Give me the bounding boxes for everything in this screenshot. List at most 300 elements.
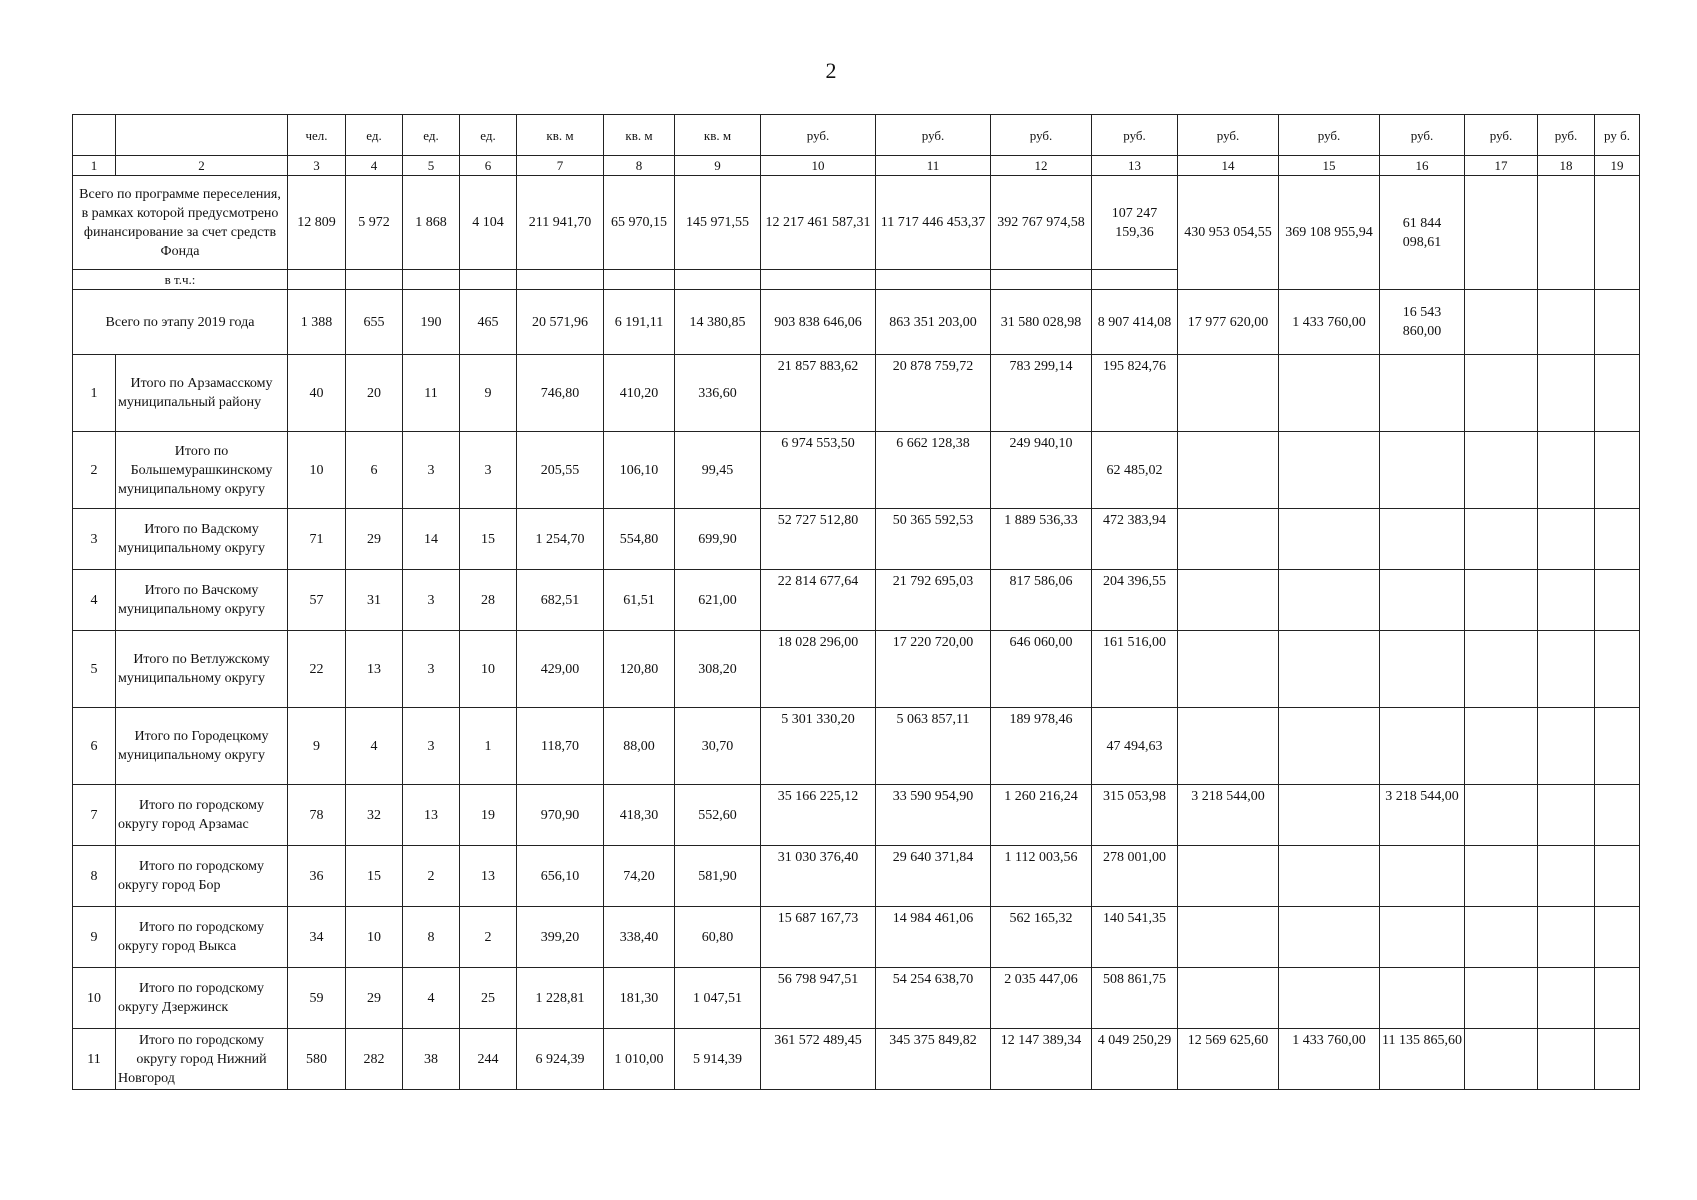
row-c11: 14 984 461,06 bbox=[876, 907, 991, 968]
unit-cell: ед. bbox=[403, 115, 460, 156]
row-c10: 15 687 167,73 bbox=[761, 907, 876, 968]
table-row bbox=[73, 1029, 1640, 1090]
empty-cell bbox=[1595, 176, 1640, 290]
empty-cell bbox=[1538, 631, 1595, 708]
row-c16 bbox=[1380, 631, 1465, 708]
row-c12: 1 889 536,33 bbox=[991, 509, 1092, 570]
table-row bbox=[73, 907, 1640, 968]
empty-cell bbox=[1465, 355, 1538, 432]
row-c12: 2 035 447,06 bbox=[991, 968, 1092, 1029]
row-c10: 5 301 330,20 bbox=[761, 708, 876, 785]
empty-cell bbox=[1538, 708, 1595, 785]
empty-cell bbox=[1465, 631, 1538, 708]
empty-cell bbox=[1465, 785, 1538, 846]
empty-cell bbox=[460, 270, 517, 290]
program-total-c12: 392 767 974,58 bbox=[991, 176, 1092, 270]
row-c14 bbox=[1178, 968, 1279, 1029]
row-c13: 315 053,98 bbox=[1092, 785, 1178, 846]
column-number-cell: 7 bbox=[517, 156, 604, 176]
row-label: Итого по городскому округу город Бор bbox=[116, 846, 288, 907]
row-c8: 106,10 bbox=[604, 432, 675, 509]
row-c9: 30,70 bbox=[675, 708, 761, 785]
row-c3: 10 bbox=[288, 432, 346, 509]
row-label: Итого по Вачскому муниципальному округу bbox=[116, 570, 288, 631]
row-c16 bbox=[1380, 355, 1465, 432]
row-c15 bbox=[1279, 968, 1380, 1029]
row-number: 4 bbox=[73, 570, 116, 631]
stage-total-c3: 1 388 bbox=[288, 290, 346, 355]
row-c8: 554,80 bbox=[604, 509, 675, 570]
empty-cell bbox=[991, 270, 1092, 290]
empty-cell bbox=[1465, 1029, 1538, 1090]
program-total-c14: 430 953 054,55 bbox=[1178, 176, 1279, 290]
program-total-c11: 11 717 446 453,37 bbox=[876, 176, 991, 270]
row-number: 6 bbox=[73, 708, 116, 785]
column-number-cell: 1 bbox=[73, 156, 116, 176]
row-c9: 99,45 bbox=[675, 432, 761, 509]
empty-cell bbox=[288, 270, 346, 290]
stage-total-c10: 903 838 646,06 bbox=[761, 290, 876, 355]
stage-total-c4: 655 bbox=[346, 290, 403, 355]
data-table bbox=[72, 114, 1640, 1090]
row-c13: 204 396,55 bbox=[1092, 570, 1178, 631]
row-c14 bbox=[1178, 355, 1279, 432]
empty-cell bbox=[1538, 355, 1595, 432]
column-number-cell: 14 bbox=[1178, 156, 1279, 176]
empty-cell bbox=[1538, 290, 1595, 355]
row-number: 1 bbox=[73, 355, 116, 432]
row-number: 3 bbox=[73, 509, 116, 570]
row-c7: 205,55 bbox=[517, 432, 604, 509]
row-c13: 195 824,76 bbox=[1092, 355, 1178, 432]
row-number: 9 bbox=[73, 907, 116, 968]
units-row bbox=[73, 115, 1640, 156]
row-c4: 20 bbox=[346, 355, 403, 432]
unit-cell: чел. bbox=[288, 115, 346, 156]
row-c3: 59 bbox=[288, 968, 346, 1029]
row-c16 bbox=[1380, 907, 1465, 968]
unit-cell: кв. м bbox=[675, 115, 761, 156]
empty-cell bbox=[1595, 968, 1640, 1029]
program-total-c16: 61 844 098,61 bbox=[1380, 176, 1465, 290]
row-c3: 40 bbox=[288, 355, 346, 432]
row-label: Итого по Ветлужскому муниципальному округу bbox=[116, 631, 288, 708]
row-c6: 9 bbox=[460, 355, 517, 432]
unit-cell: руб. bbox=[1178, 115, 1279, 156]
program-total-c15: 369 108 955,94 bbox=[1279, 176, 1380, 290]
row-c7: 429,00 bbox=[517, 631, 604, 708]
column-number-cell: 8 bbox=[604, 156, 675, 176]
column-numbers-row bbox=[73, 156, 1640, 176]
row-c3: 34 bbox=[288, 907, 346, 968]
column-number-cell: 5 bbox=[403, 156, 460, 176]
row-c16 bbox=[1380, 509, 1465, 570]
stage-total-c7: 20 571,96 bbox=[517, 290, 604, 355]
row-c13: 62 485,02 bbox=[1092, 432, 1178, 509]
row-c3: 580 bbox=[288, 1029, 346, 1090]
row-c7: 6 924,39 bbox=[517, 1029, 604, 1090]
row-c3: 22 bbox=[288, 631, 346, 708]
row-c8: 181,30 bbox=[604, 968, 675, 1029]
row-c10: 52 727 512,80 bbox=[761, 509, 876, 570]
row-c13: 278 001,00 bbox=[1092, 846, 1178, 907]
unit-cell: руб. bbox=[1279, 115, 1380, 156]
stage-total-c14: 17 977 620,00 bbox=[1178, 290, 1279, 355]
row-number: 10 bbox=[73, 968, 116, 1029]
row-c10: 21 857 883,62 bbox=[761, 355, 876, 432]
program-total-c13: 107 247 159,36 bbox=[1092, 176, 1178, 270]
column-number-cell: 19 bbox=[1595, 156, 1640, 176]
empty-cell bbox=[1092, 270, 1178, 290]
row-c10: 31 030 376,40 bbox=[761, 846, 876, 907]
table-row bbox=[73, 968, 1640, 1029]
row-c15 bbox=[1279, 631, 1380, 708]
row-c7: 118,70 bbox=[517, 708, 604, 785]
row-c15 bbox=[1279, 570, 1380, 631]
row-number: 8 bbox=[73, 846, 116, 907]
row-c5: 3 bbox=[403, 631, 460, 708]
program-total-c10: 12 217 461 587,31 bbox=[761, 176, 876, 270]
row-c3: 36 bbox=[288, 846, 346, 907]
row-c14 bbox=[1178, 708, 1279, 785]
row-c6: 2 bbox=[460, 907, 517, 968]
row-c6: 13 bbox=[460, 846, 517, 907]
row-c16 bbox=[1380, 570, 1465, 631]
row-label: Итого по Большемурашкинскому муниципальному округу bbox=[116, 432, 288, 509]
unit-cell: кв. м bbox=[604, 115, 675, 156]
row-c7: 399,20 bbox=[517, 907, 604, 968]
column-number-cell: 6 bbox=[460, 156, 517, 176]
row-c15: 1 433 760,00 bbox=[1279, 1029, 1380, 1090]
stage-total-c8: 6 191,11 bbox=[604, 290, 675, 355]
unit-cell: руб. bbox=[1092, 115, 1178, 156]
empty-cell bbox=[1538, 968, 1595, 1029]
column-number-cell: 2 bbox=[116, 156, 288, 176]
row-c16 bbox=[1380, 846, 1465, 907]
column-number-cell: 12 bbox=[991, 156, 1092, 176]
row-c9: 552,60 bbox=[675, 785, 761, 846]
row-number: 7 bbox=[73, 785, 116, 846]
program-total-c8: 65 970,15 bbox=[604, 176, 675, 270]
row-label: Итого по городскому округу город Выкса bbox=[116, 907, 288, 968]
table-row bbox=[73, 785, 1640, 846]
row-c14 bbox=[1178, 631, 1279, 708]
unit-cell bbox=[73, 115, 116, 156]
row-c6: 1 bbox=[460, 708, 517, 785]
row-label: Итого по Вадскому муниципальному округу bbox=[116, 509, 288, 570]
row-c9: 308,20 bbox=[675, 631, 761, 708]
row-c7: 970,90 bbox=[517, 785, 604, 846]
row-c3: 71 bbox=[288, 509, 346, 570]
row-c12: 646 060,00 bbox=[991, 631, 1092, 708]
row-c6: 3 bbox=[460, 432, 517, 509]
row-c13: 4 049 250,29 bbox=[1092, 1029, 1178, 1090]
row-c15 bbox=[1279, 846, 1380, 907]
unit-cell: руб. bbox=[991, 115, 1092, 156]
row-c6: 28 bbox=[460, 570, 517, 631]
row-c4: 6 bbox=[346, 432, 403, 509]
empty-cell bbox=[1465, 968, 1538, 1029]
empty-cell bbox=[1595, 785, 1640, 846]
empty-cell bbox=[761, 270, 876, 290]
column-number-cell: 4 bbox=[346, 156, 403, 176]
row-c15 bbox=[1279, 432, 1380, 509]
empty-cell bbox=[1595, 290, 1640, 355]
row-c11: 5 063 857,11 bbox=[876, 708, 991, 785]
unit-cell: ед. bbox=[346, 115, 403, 156]
empty-cell bbox=[1465, 907, 1538, 968]
row-c10: 6 974 553,50 bbox=[761, 432, 876, 509]
empty-cell bbox=[1595, 509, 1640, 570]
row-c7: 682,51 bbox=[517, 570, 604, 631]
row-c9: 581,90 bbox=[675, 846, 761, 907]
empty-cell bbox=[1465, 432, 1538, 509]
empty-cell bbox=[1538, 785, 1595, 846]
program-total-c5: 1 868 bbox=[403, 176, 460, 270]
row-c4: 15 bbox=[346, 846, 403, 907]
unit-cell: руб. bbox=[1465, 115, 1538, 156]
row-c5: 3 bbox=[403, 570, 460, 631]
column-number-cell: 17 bbox=[1465, 156, 1538, 176]
row-c15 bbox=[1279, 355, 1380, 432]
row-c16 bbox=[1380, 968, 1465, 1029]
empty-cell bbox=[675, 270, 761, 290]
row-c4: 4 bbox=[346, 708, 403, 785]
row-label: Итого по городскому округу город Нижний Новгород bbox=[116, 1029, 288, 1090]
row-c5: 8 bbox=[403, 907, 460, 968]
row-c11: 21 792 695,03 bbox=[876, 570, 991, 631]
row-c8: 1 010,00 bbox=[604, 1029, 675, 1090]
row-c7: 1 254,70 bbox=[517, 509, 604, 570]
row-c14 bbox=[1178, 907, 1279, 968]
row-c3: 78 bbox=[288, 785, 346, 846]
page-number: 2 bbox=[825, 58, 837, 83]
row-c8: 88,00 bbox=[604, 708, 675, 785]
empty-cell bbox=[403, 270, 460, 290]
row-c16 bbox=[1380, 432, 1465, 509]
column-number-cell: 18 bbox=[1538, 156, 1595, 176]
row-label: Итого по Арзамасскому муниципальный району bbox=[116, 355, 288, 432]
empty-cell bbox=[346, 270, 403, 290]
row-c15 bbox=[1279, 708, 1380, 785]
empty-cell bbox=[1595, 631, 1640, 708]
empty-cell bbox=[1465, 570, 1538, 631]
row-c16: 11 135 865,60 bbox=[1380, 1029, 1465, 1090]
column-number-cell: 3 bbox=[288, 156, 346, 176]
column-number-cell: 16 bbox=[1380, 156, 1465, 176]
row-c4: 10 bbox=[346, 907, 403, 968]
unit-cell: руб. bbox=[1538, 115, 1595, 156]
row-c8: 74,20 bbox=[604, 846, 675, 907]
row-c4: 32 bbox=[346, 785, 403, 846]
empty-cell bbox=[1538, 907, 1595, 968]
row-c8: 120,80 bbox=[604, 631, 675, 708]
program-total-c9: 145 971,55 bbox=[675, 176, 761, 270]
row-c10: 18 028 296,00 bbox=[761, 631, 876, 708]
program-total-c4: 5 972 bbox=[346, 176, 403, 270]
row-c4: 29 bbox=[346, 509, 403, 570]
row-number: 2 bbox=[73, 432, 116, 509]
row-label: Итого по городскому округу Дзержинск bbox=[116, 968, 288, 1029]
table-row bbox=[73, 631, 1640, 708]
row-c9: 336,60 bbox=[675, 355, 761, 432]
empty-cell bbox=[1465, 176, 1538, 290]
empty-cell bbox=[1538, 846, 1595, 907]
row-c8: 410,20 bbox=[604, 355, 675, 432]
unit-cell: кв. м bbox=[517, 115, 604, 156]
row-c7: 746,80 bbox=[517, 355, 604, 432]
empty-cell bbox=[1538, 176, 1595, 290]
unit-cell: руб. bbox=[761, 115, 876, 156]
row-c11: 50 365 592,53 bbox=[876, 509, 991, 570]
stage-total-c5: 190 bbox=[403, 290, 460, 355]
row-c3: 9 bbox=[288, 708, 346, 785]
program-total-c3: 12 809 bbox=[288, 176, 346, 270]
row-c10: 35 166 225,12 bbox=[761, 785, 876, 846]
row-c11: 20 878 759,72 bbox=[876, 355, 991, 432]
empty-cell bbox=[1595, 570, 1640, 631]
empty-cell bbox=[876, 270, 991, 290]
row-c5: 3 bbox=[403, 432, 460, 509]
table-row bbox=[73, 570, 1640, 631]
row-c13: 472 383,94 bbox=[1092, 509, 1178, 570]
row-c10: 22 814 677,64 bbox=[761, 570, 876, 631]
row-c8: 338,40 bbox=[604, 907, 675, 968]
program-total-row bbox=[73, 176, 1640, 270]
column-number-cell: 15 bbox=[1279, 156, 1380, 176]
row-c11: 6 662 128,38 bbox=[876, 432, 991, 509]
empty-cell bbox=[1595, 907, 1640, 968]
row-c11: 33 590 954,90 bbox=[876, 785, 991, 846]
column-number-cell: 11 bbox=[876, 156, 991, 176]
empty-cell bbox=[1538, 509, 1595, 570]
row-c14: 12 569 625,60 bbox=[1178, 1029, 1279, 1090]
row-c8: 61,51 bbox=[604, 570, 675, 631]
row-c12: 1 260 216,24 bbox=[991, 785, 1092, 846]
row-c5: 14 bbox=[403, 509, 460, 570]
stage-total-row bbox=[73, 290, 1640, 355]
unit-cell bbox=[116, 115, 288, 156]
row-number: 11 bbox=[73, 1029, 116, 1090]
empty-cell bbox=[1595, 708, 1640, 785]
row-c14 bbox=[1178, 509, 1279, 570]
row-c15 bbox=[1279, 509, 1380, 570]
program-total-c6: 4 104 bbox=[460, 176, 517, 270]
row-label: Итого по городскому округу город Арзамас bbox=[116, 785, 288, 846]
unit-cell: руб. bbox=[1380, 115, 1465, 156]
row-c12: 562 165,32 bbox=[991, 907, 1092, 968]
empty-cell bbox=[1465, 509, 1538, 570]
row-c4: 29 bbox=[346, 968, 403, 1029]
stage-total-c11: 863 351 203,00 bbox=[876, 290, 991, 355]
row-c5: 38 bbox=[403, 1029, 460, 1090]
row-c7: 1 228,81 bbox=[517, 968, 604, 1029]
unit-cell: ру б. bbox=[1595, 115, 1640, 156]
table-row bbox=[73, 708, 1640, 785]
empty-cell bbox=[1538, 432, 1595, 509]
stage-total-c6: 465 bbox=[460, 290, 517, 355]
empty-cell bbox=[604, 270, 675, 290]
unit-cell: руб. bbox=[876, 115, 991, 156]
row-c4: 282 bbox=[346, 1029, 403, 1090]
row-c13: 508 861,75 bbox=[1092, 968, 1178, 1029]
row-c15 bbox=[1279, 785, 1380, 846]
table-row bbox=[73, 432, 1640, 509]
empty-cell bbox=[1538, 570, 1595, 631]
empty-cell bbox=[1538, 1029, 1595, 1090]
row-c5: 3 bbox=[403, 708, 460, 785]
stage-total-c12: 31 580 028,98 bbox=[991, 290, 1092, 355]
empty-cell bbox=[1465, 708, 1538, 785]
row-c10: 361 572 489,45 bbox=[761, 1029, 876, 1090]
row-c15 bbox=[1279, 907, 1380, 968]
column-number-cell: 9 bbox=[675, 156, 761, 176]
row-c9: 60,80 bbox=[675, 907, 761, 968]
row-c6: 25 bbox=[460, 968, 517, 1029]
program-total-label: Всего по программе переселения, в рамках которой предусмотрено финансирование за счет средств Фонда bbox=[73, 176, 288, 270]
row-c14 bbox=[1178, 846, 1279, 907]
row-c13: 47 494,63 bbox=[1092, 708, 1178, 785]
row-c6: 19 bbox=[460, 785, 517, 846]
row-number: 5 bbox=[73, 631, 116, 708]
row-c3: 57 bbox=[288, 570, 346, 631]
row-c13: 161 516,00 bbox=[1092, 631, 1178, 708]
stage-total-c15: 1 433 760,00 bbox=[1279, 290, 1380, 355]
row-c5: 2 bbox=[403, 846, 460, 907]
empty-cell bbox=[1465, 846, 1538, 907]
row-c11: 17 220 720,00 bbox=[876, 631, 991, 708]
row-c9: 621,00 bbox=[675, 570, 761, 631]
stage-total-c9: 14 380,85 bbox=[675, 290, 761, 355]
program-total-c7: 211 941,70 bbox=[517, 176, 604, 270]
row-c4: 13 bbox=[346, 631, 403, 708]
row-c8: 418,30 bbox=[604, 785, 675, 846]
empty-cell bbox=[517, 270, 604, 290]
row-c9: 699,90 bbox=[675, 509, 761, 570]
empty-cell bbox=[1595, 846, 1640, 907]
table-row bbox=[73, 355, 1640, 432]
stage-total-label: Всего по этапу 2019 года bbox=[73, 290, 288, 355]
row-c5: 13 bbox=[403, 785, 460, 846]
row-c6: 15 bbox=[460, 509, 517, 570]
row-c14: 3 218 544,00 bbox=[1178, 785, 1279, 846]
row-label: Итого по Городецкому муниципальному округу bbox=[116, 708, 288, 785]
row-c10: 56 798 947,51 bbox=[761, 968, 876, 1029]
row-c12: 12 147 389,34 bbox=[991, 1029, 1092, 1090]
row-c9: 5 914,39 bbox=[675, 1029, 761, 1090]
row-c13: 140 541,35 bbox=[1092, 907, 1178, 968]
stage-total-c13: 8 907 414,08 bbox=[1092, 290, 1178, 355]
row-c12: 817 586,06 bbox=[991, 570, 1092, 631]
row-c9: 1 047,51 bbox=[675, 968, 761, 1029]
empty-cell bbox=[1595, 355, 1640, 432]
empty-cell bbox=[1595, 1029, 1640, 1090]
row-c16 bbox=[1380, 708, 1465, 785]
empty-cell bbox=[1595, 432, 1640, 509]
row-c12: 1 112 003,56 bbox=[991, 846, 1092, 907]
empty-cell bbox=[1465, 290, 1538, 355]
row-c12: 249 940,10 bbox=[991, 432, 1092, 509]
row-c11: 29 640 371,84 bbox=[876, 846, 991, 907]
stage-total-c16: 16 543 860,00 bbox=[1380, 290, 1465, 355]
row-c12: 783 299,14 bbox=[991, 355, 1092, 432]
table-row bbox=[73, 846, 1640, 907]
row-c11: 54 254 638,70 bbox=[876, 968, 991, 1029]
table-row bbox=[73, 509, 1640, 570]
row-c7: 656,10 bbox=[517, 846, 604, 907]
column-number-cell: 10 bbox=[761, 156, 876, 176]
row-c14 bbox=[1178, 570, 1279, 631]
